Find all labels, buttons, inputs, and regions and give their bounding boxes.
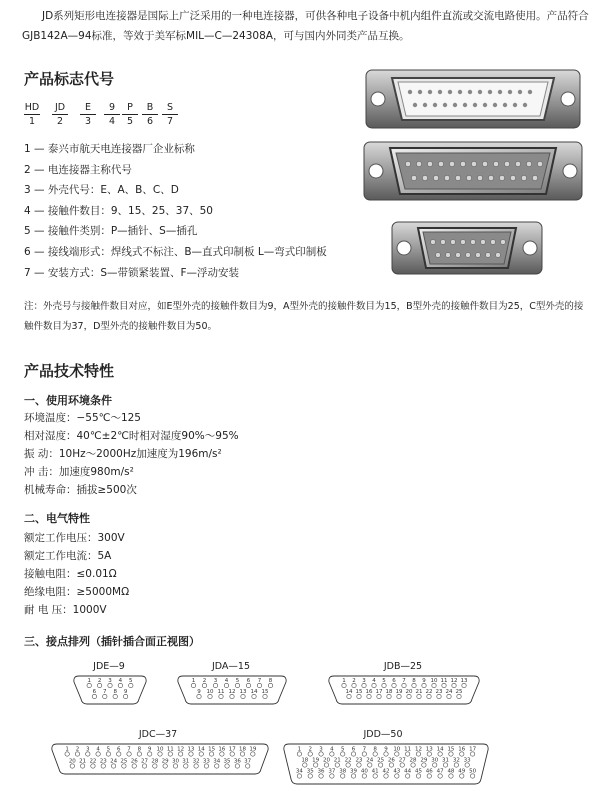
contact-layout-jda15 — [178, 676, 286, 704]
contact-pin-number: 49 — [458, 768, 466, 775]
code-part-4: 9 4 — [104, 101, 120, 128]
contact-pin-number: 31 — [442, 757, 450, 764]
contact-pin-number: 17 — [469, 746, 477, 753]
contact-pin-number: 1 — [297, 746, 302, 753]
contact-pin-number: 6 — [116, 746, 121, 753]
contact-pin-number: 29 — [161, 758, 169, 765]
contact-pin-number: 12 — [450, 678, 458, 684]
contact-pin-number: 7 — [103, 689, 107, 695]
code-part-5: P 5 — [122, 101, 138, 128]
contact-pin-number: 35 — [306, 768, 314, 775]
contact-pin-number: 9 — [147, 746, 152, 753]
contact-pin-number: 6 — [351, 746, 356, 753]
spec-item: 机械寿命：插拔≥500次 — [24, 484, 137, 496]
contact-pin-number: 4 — [224, 678, 229, 684]
contact-pin-number: 2 — [97, 678, 102, 684]
contact-pin-number: 47 — [436, 768, 444, 775]
contact-pin-number: 15 — [447, 746, 455, 753]
contact-pin-number: 1 — [342, 678, 346, 684]
shell-note: 注：外壳号与接触件数目对应，如E型外壳的接触件数目为9，A型外壳的接触件数目为15，B型外壳的接触件数目为25，C型外壳的接触件数目为37，D型外壳的接触件数目为50。 — [24, 301, 584, 332]
contact-pin-number: 30 — [431, 757, 439, 764]
spec-item: 环境温度：−55℃～125 — [24, 412, 141, 424]
contact-pin-number: 32 — [452, 757, 460, 764]
contact-pin-number: 15 — [261, 689, 269, 695]
contact-pin-number: 23 — [355, 757, 363, 764]
list-item: 5 — 接触件类别：P—插针、S—插孔 — [24, 225, 198, 238]
contact-pin-number: 48 — [447, 768, 455, 775]
contact-pin-number: 21 — [333, 757, 341, 764]
contact-pin-number: 22 — [425, 689, 433, 695]
contact-pin-number: 16 — [365, 689, 373, 695]
contact-pin-number: 17 — [228, 746, 236, 753]
contact-pin-number: 40 — [360, 768, 368, 775]
subsection-title-contact-layout: 三、接点排列（插针插合面正视图） — [24, 635, 200, 648]
contact-pin-number: 5 — [129, 678, 133, 684]
contact-pin-number: 4 — [96, 746, 100, 753]
contact-pin-number: 6 — [392, 678, 396, 684]
contact-pin-number: 7 — [362, 746, 367, 753]
contact-pin-number: 10 — [393, 746, 401, 753]
connector-label-jdd50: JDD—50 — [363, 729, 403, 740]
spec-item: 振 动：10Hz～2000Hz加速度为196m/s² — [24, 448, 222, 460]
contact-pin-number: 4 — [330, 746, 334, 753]
subsection-title-electrical: 二、电气特性 — [24, 512, 90, 525]
contact-pin-number: 11 — [404, 746, 412, 753]
contact-pin-number: 46 — [425, 768, 433, 775]
contact-pin-number: 10 — [206, 689, 214, 695]
contact-pin-number: 2 — [308, 746, 312, 753]
contact-pin-number: 41 — [371, 768, 379, 775]
contact-pin-number: 14 — [345, 689, 353, 695]
contact-pin-number: 3 — [213, 678, 218, 684]
contact-pin-number: 12 — [414, 746, 422, 753]
contact-pin-number: 5 — [382, 678, 386, 684]
contact-layout-jde9 — [74, 676, 146, 704]
list-item: 7 — 安装方式：S—带锁紧装置、F—浮动安装 — [24, 266, 240, 279]
contact-pin-number: 34 — [295, 768, 303, 775]
contact-pin-number: 13 — [187, 746, 195, 753]
spec-item: 额定工作电流：5A — [24, 550, 112, 562]
contact-pin-number: 3 — [108, 678, 112, 684]
contact-pin-number: 20 — [68, 758, 76, 765]
contact-pin-number: 9 — [384, 746, 388, 753]
contact-pin-number: 8 — [412, 678, 416, 684]
contact-pin-number: 21 — [79, 758, 87, 765]
contact-pin-number: 13 — [239, 689, 247, 695]
contact-pin-number: 11 — [217, 689, 225, 695]
contact-pin-number: 23 — [99, 758, 107, 765]
contact-pin-number: 13 — [425, 746, 433, 753]
contact-pin-number: 19 — [395, 689, 403, 695]
contact-pin-number: 23 — [435, 689, 443, 695]
contact-pin-number: 24 — [366, 757, 374, 764]
contact-pin-number: 21 — [415, 689, 423, 695]
contact-pin-number: 25 — [455, 689, 463, 695]
contact-pin-number: 3 — [362, 678, 366, 684]
spec-item: 绝缘电阻：≥5000MΩ — [24, 586, 130, 598]
contact-pin-number: 2 — [352, 678, 356, 684]
contact-pin-number: 8 — [137, 746, 142, 753]
contact-pin-number: 20 — [405, 689, 413, 695]
list-item: 6 — 接线端形式：焊线式不标注、B—直式印制板 L—弯式印制板 — [24, 245, 327, 258]
contact-pin-number: 28 — [409, 757, 417, 764]
contact-pin-number: 7 — [402, 678, 406, 684]
contact-pin-number: 13 — [460, 678, 468, 684]
list-item: 2 — 电连接器主称代号 — [24, 163, 132, 176]
contact-pin-number: 25 — [377, 757, 385, 764]
contact-pin-number: 24 — [110, 758, 118, 765]
contact-layout-jdc37 — [52, 744, 268, 774]
contact-pin-number: 16 — [458, 746, 466, 753]
contact-pin-number: 2 — [202, 678, 207, 684]
code-part-6: B 6 — [142, 101, 158, 128]
contact-pin-number: 37 — [244, 758, 252, 765]
contact-pin-number: 8 — [268, 678, 273, 684]
contact-pin-number: 10 — [156, 746, 164, 753]
contact-layout-jdb25 — [329, 676, 479, 704]
contact-pin-number: 17 — [375, 689, 383, 695]
contact-pin-number: 9 — [197, 689, 201, 695]
contact-pin-number: 14 — [250, 689, 258, 695]
contact-pin-number: 34 — [213, 758, 221, 765]
connector-label-jdc37: JDC—37 — [138, 729, 178, 740]
contact-pin-number: 31 — [182, 758, 190, 765]
contact-pin-number: 18 — [385, 689, 393, 695]
contact-pin-number: 33 — [463, 757, 471, 764]
section-title-product-code: 产品标志代号 — [24, 70, 115, 88]
contact-pin-number: 4 — [372, 678, 376, 684]
contact-pin-number: 8 — [373, 746, 377, 753]
contact-pin-number: 18 — [301, 757, 309, 764]
contact-pin-number: 25 — [120, 758, 128, 765]
contact-pin-number: 3 — [86, 746, 90, 753]
spec-item: 额定工作电压：300V — [24, 532, 125, 544]
contact-pin-number: 7 — [257, 678, 262, 684]
contact-pin-number: 26 — [387, 757, 395, 764]
contact-pin-number: 27 — [141, 758, 149, 765]
contact-pin-number: 15 — [355, 689, 363, 695]
contact-pin-number: 15 — [208, 746, 216, 753]
intro-paragraph: JD系列矩形电连接器是国际上广泛采用的一种电连接器，可供各种电子设备中机内组件直流或交流电路使用。产品符合GJB142A—94标准，等效于美军标MIL—C—24308A，可与国内外同类产品互换。 — [22, 10, 589, 42]
contact-pin-number: 16 — [218, 746, 226, 753]
contact-pin-number: 1 — [87, 678, 91, 684]
contact-pin-number: 27 — [398, 757, 406, 764]
contact-pin-number: 9 — [123, 689, 128, 695]
contact-pin-number: 36 — [317, 768, 325, 775]
contact-pin-number: 11 — [440, 678, 448, 684]
contact-pin-number: 24 — [445, 689, 453, 695]
contact-pin-number: 22 — [89, 758, 97, 765]
connector-label-jda15: JDA—15 — [211, 661, 251, 672]
contact-pin-number: 35 — [223, 758, 231, 765]
spec-item: 耐 电 压：1000V — [24, 604, 107, 616]
contact-pin-number: 19 — [249, 746, 257, 753]
contact-pin-number: 18 — [239, 746, 247, 753]
list-item: 1 — 泰兴市航天电连接器厂企业标称 — [24, 143, 195, 155]
contact-pin-number: 32 — [192, 758, 200, 765]
contact-pin-number: 7 — [127, 746, 131, 753]
code-part-7: S 7 — [162, 101, 178, 128]
spec-item: 相对湿度：40℃±2℃时相对湿度90%～95% — [24, 430, 239, 442]
contact-pin-number: 39 — [350, 768, 358, 775]
code-part-1: HD 1 — [24, 102, 40, 127]
contact-pin-number: 10 — [430, 678, 438, 684]
contact-pin-number: 3 — [319, 746, 323, 753]
contact-pin-number: 19 — [312, 757, 320, 764]
contact-pin-number: 38 — [339, 768, 347, 775]
contact-pin-number: 1 — [65, 746, 69, 753]
contact-pin-number: 5 — [235, 678, 240, 684]
contact-pin-number: 12 — [228, 689, 236, 695]
spec-item: 接触电阻：≤0.01Ω — [24, 568, 117, 580]
contact-pin-number: 36 — [233, 758, 241, 765]
contact-pin-number: 11 — [166, 746, 174, 753]
contact-pin-number: 45 — [414, 768, 422, 775]
contact-pin-number: 44 — [404, 768, 412, 775]
section-title-tech-specs: 产品技术特性 — [24, 362, 115, 380]
subsection-title-environment: 一、使用环境条件 — [24, 394, 112, 407]
contact-pin-number: 28 — [151, 758, 159, 765]
contact-pin-number: 2 — [75, 746, 80, 753]
contact-pin-number: 14 — [436, 746, 444, 753]
code-part-3: E 3 — [80, 101, 96, 128]
contact-pin-number: 8 — [113, 689, 117, 695]
contact-pin-number: 14 — [197, 746, 205, 753]
contact-pin-number: 9 — [422, 678, 426, 684]
spec-item: 冲 击：加速度980m/s² — [24, 466, 134, 478]
contact-pin-number: 37 — [328, 768, 336, 775]
contact-pin-number: 20 — [322, 757, 330, 764]
contact-pin-number: 6 — [92, 689, 97, 695]
contact-pin-number: 29 — [420, 757, 428, 764]
contact-pin-number: 5 — [340, 746, 345, 753]
contact-pin-number: 42 — [382, 768, 390, 775]
contact-pin-number: 5 — [106, 746, 111, 753]
list-item: 3 — 外壳代号：E、A、B、C、D — [24, 184, 179, 197]
contact-pin-number: 26 — [130, 758, 138, 765]
connector-label-jdb25: JDB—25 — [383, 661, 423, 672]
contact-pin-number: 22 — [344, 757, 352, 764]
list-item: 4 — 接触件数目：9、15、25、37、50 — [24, 204, 213, 217]
contact-pin-number: 43 — [393, 768, 401, 775]
contact-pin-number: 1 — [191, 678, 196, 684]
contact-pin-number: 33 — [202, 758, 210, 765]
contact-layout-jdd50 — [284, 744, 488, 784]
contact-pin-number: 6 — [246, 678, 251, 684]
contact-pin-number: 12 — [177, 746, 185, 753]
contact-pin-number: 30 — [171, 758, 179, 765]
contact-pin-number: 4 — [118, 678, 123, 684]
connector-label-jde9: JDE—9 — [93, 661, 125, 672]
code-part-2: JD 2 — [52, 101, 68, 128]
contact-pin-number: 50 — [469, 768, 477, 775]
